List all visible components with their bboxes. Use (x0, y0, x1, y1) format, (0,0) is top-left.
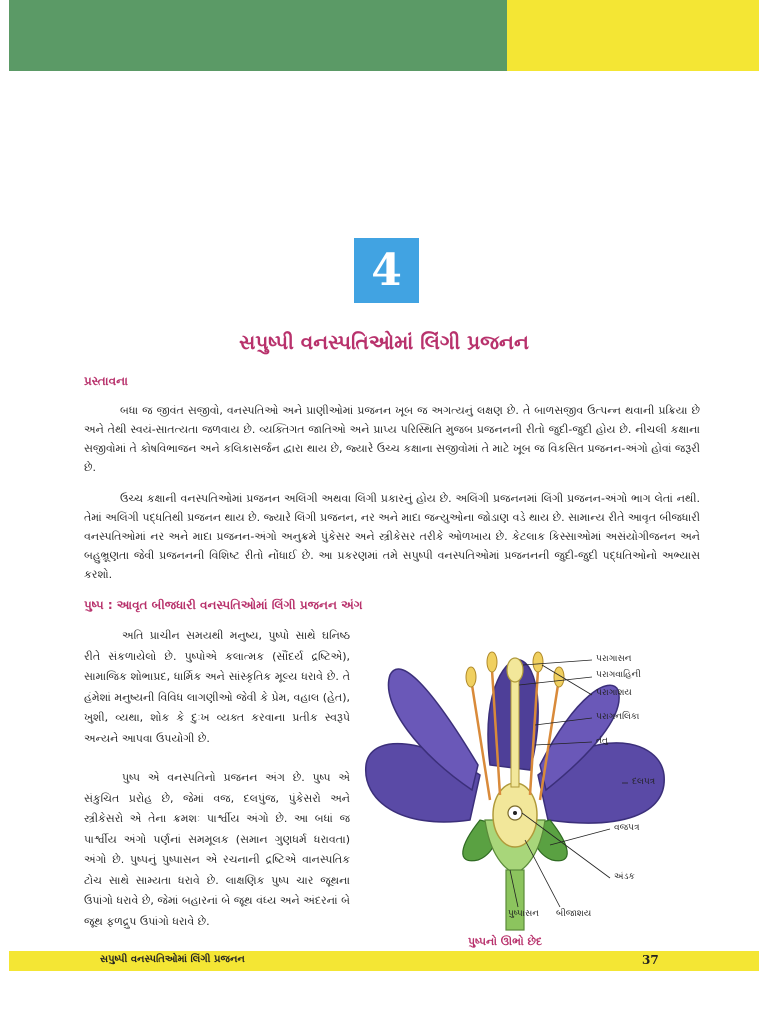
label-filament: તંતુ (596, 736, 608, 746)
stigma (507, 658, 523, 682)
section-paragraph-2: પુષ્પ એ વનસ્પતિનો પ્રજનન અંગ છે. પુષ્પ એ સંકુચિત પ્રરોહ છે, જેમાં વજ, દલપુંજ, પુંકેસરો અને સ્ત્રીકેસરો એ તેના ક્રમશઃ પાર્શ્વીય અંગો છે. આ બધાં જ પાર્શ્વીય અંગો પર્ણનાં સમમૂલક (સમાન ગુણધર્મ ધરાવતા) અંગો છે. પુષ્પનું પુષ્પાસન એ રચનાની દ્રષ્ટિએ વાનસ્પતિક ટોચ સાથે સામ્યતા ધરાવે છે. લાક્ષણિક પુષ્પ ચાર જૂથના ઉપાંગો ધરાવે છે, જેમાં બહારનાં બે જૂથ વંધ્ય અને અંદરનાં બે જૂથ ફળદ્રુપ ઉપાંગો ધરાવે છે. (84, 771, 350, 928)
header-band-yellow (507, 0, 759, 71)
page-number: 37 (642, 953, 659, 967)
chapter-number: 4 (371, 245, 402, 296)
label-sepal: વજપત્ર (614, 823, 640, 833)
header-band-green (9, 0, 507, 71)
label-pollen-tube: પરાગનલિકા (596, 712, 640, 722)
intro-heading: પ્રસ્તાવના (84, 374, 128, 388)
pedicel (506, 870, 524, 930)
chapter-number-box (354, 238, 419, 303)
label-ovary: બીજાશય (556, 909, 592, 919)
style (511, 675, 519, 787)
section-paragraph-1: અતિ પ્રાચીન સમયથી મનુષ્ય, પુષ્પો સાથે ઘનિષ્ઠ રીતે સંકળાયેલો છે. પુષ્પોએ કલાત્મક (સૌંદર્ય દ્રષ્ટિએ), સામાજિક શોભાપ્રદ, ધાર્મિક અને સાંસ્કૃતિક મૂલ્ય ધરાવે છે. તે હંમેશાં મનુષ્યની વિવિધ લાગણીઓ જેવી કે પ્રેમ, વહાલ (હેત), ખુશી, વ્યથા, શોક કે દુઃખ વ્યક્ત કરવાના પ્રતીક સ્વરૂપે અન્યને આપવા ઉપયોગી છે. (84, 629, 350, 745)
intro-paragraph-1: બધા જ જીવંત સજીવો, વનસ્પતિઓ અને પ્રાણીઓમાં પ્રજનન ખૂબ જ અગત્યનું લક્ષણ છે. તે બાળસજીવ ઉત્પન્ન થવાની પ્રક્રિયા છે અને તેથી સ્વયં-સાતત્યતા જળવાય છે. વ્યક્તિગત જાતિઓ અને પ્રાપ્ય પરિસ્થિતિ મુજબ પ્રજનનની રીતો જુદી-જુદી હોય છે. નીચલી કક્ષાના સજીવોમાં તે કોષવિભાજન અને કલિકાસર્જન દ્વારા થાય છે, જ્યારે ઉચ્ચ કક્ષાના સજીવોમાં તે માટે ખૂબ જ વિકસિત પ્રજનન-અંગો હોવાં જરૂરી છે. (84, 404, 700, 474)
flower-section-figure (360, 615, 680, 935)
intro-paragraph-2: ઉચ્ચ કક્ષાની વનસ્પતિઓમાં પ્રજનન અલિંગી અથવા લિંગી પ્રકારનું હોય છે. અલિંગી પ્રજનનમાં લિંગી પ્રજનન-અંગો ભાગ લેતાં નથી. તેમાં અલિંગી પદ્ધતિથી પ્રજનન થાય છે. જ્યારે લિંગી પ્રજનન, નર અને માદા જન્યુઓના જોડાણ વડે થાય છે. સામાન્ય રીતે આવૃત બીજધારી વનસ્પતિઓમાં નર અને માદા પ્રજનન-અંગો અનુક્રમે પુંકેસર અને સ્ત્રીકેસર તરીકે ઓળખાય છે. કેટલાક કિસ્સાઓમાં અસંયોગીજનન અને બહુભ્રૂણતા જેવી પ્રજનનની વિશિષ્ટ રીતો નોંધાઈ છે. આ પ્રકરણમાં તમે સપુષ્પી વનસ્પતિઓમાં પ્રજનનની જુદી-જુદી પદ્ધતિઓનો અભ્યાસ કરશો. (84, 492, 701, 581)
label-petal: દલપત્ર (632, 777, 656, 787)
flower-diagram (360, 615, 680, 935)
chapter-title: સપુષ્પી વનસ્પતિઓમાં લિંગી પ્રજનન (239, 330, 529, 354)
footer-chapter-title: સપુષ્પી વનસ્પતિઓમાં લિંગી પ્રજનન (100, 954, 245, 965)
label-style: પરાગવાહિની (596, 670, 641, 680)
label-thalamus: પુષ્પાસન (508, 909, 539, 919)
figure-caption: પુષ્પનો ઊભો છેદ (468, 935, 543, 948)
label-ovule: અંડક (614, 872, 635, 882)
section-heading: પુષ્પ : આવૃત બીજધારી વનસ્પતિઓમાં લિંગી પ્રજનન અંગ (84, 598, 363, 612)
label-anther: પરાગાશય (596, 688, 632, 698)
label-stigma: પરાગાસન (596, 654, 632, 664)
